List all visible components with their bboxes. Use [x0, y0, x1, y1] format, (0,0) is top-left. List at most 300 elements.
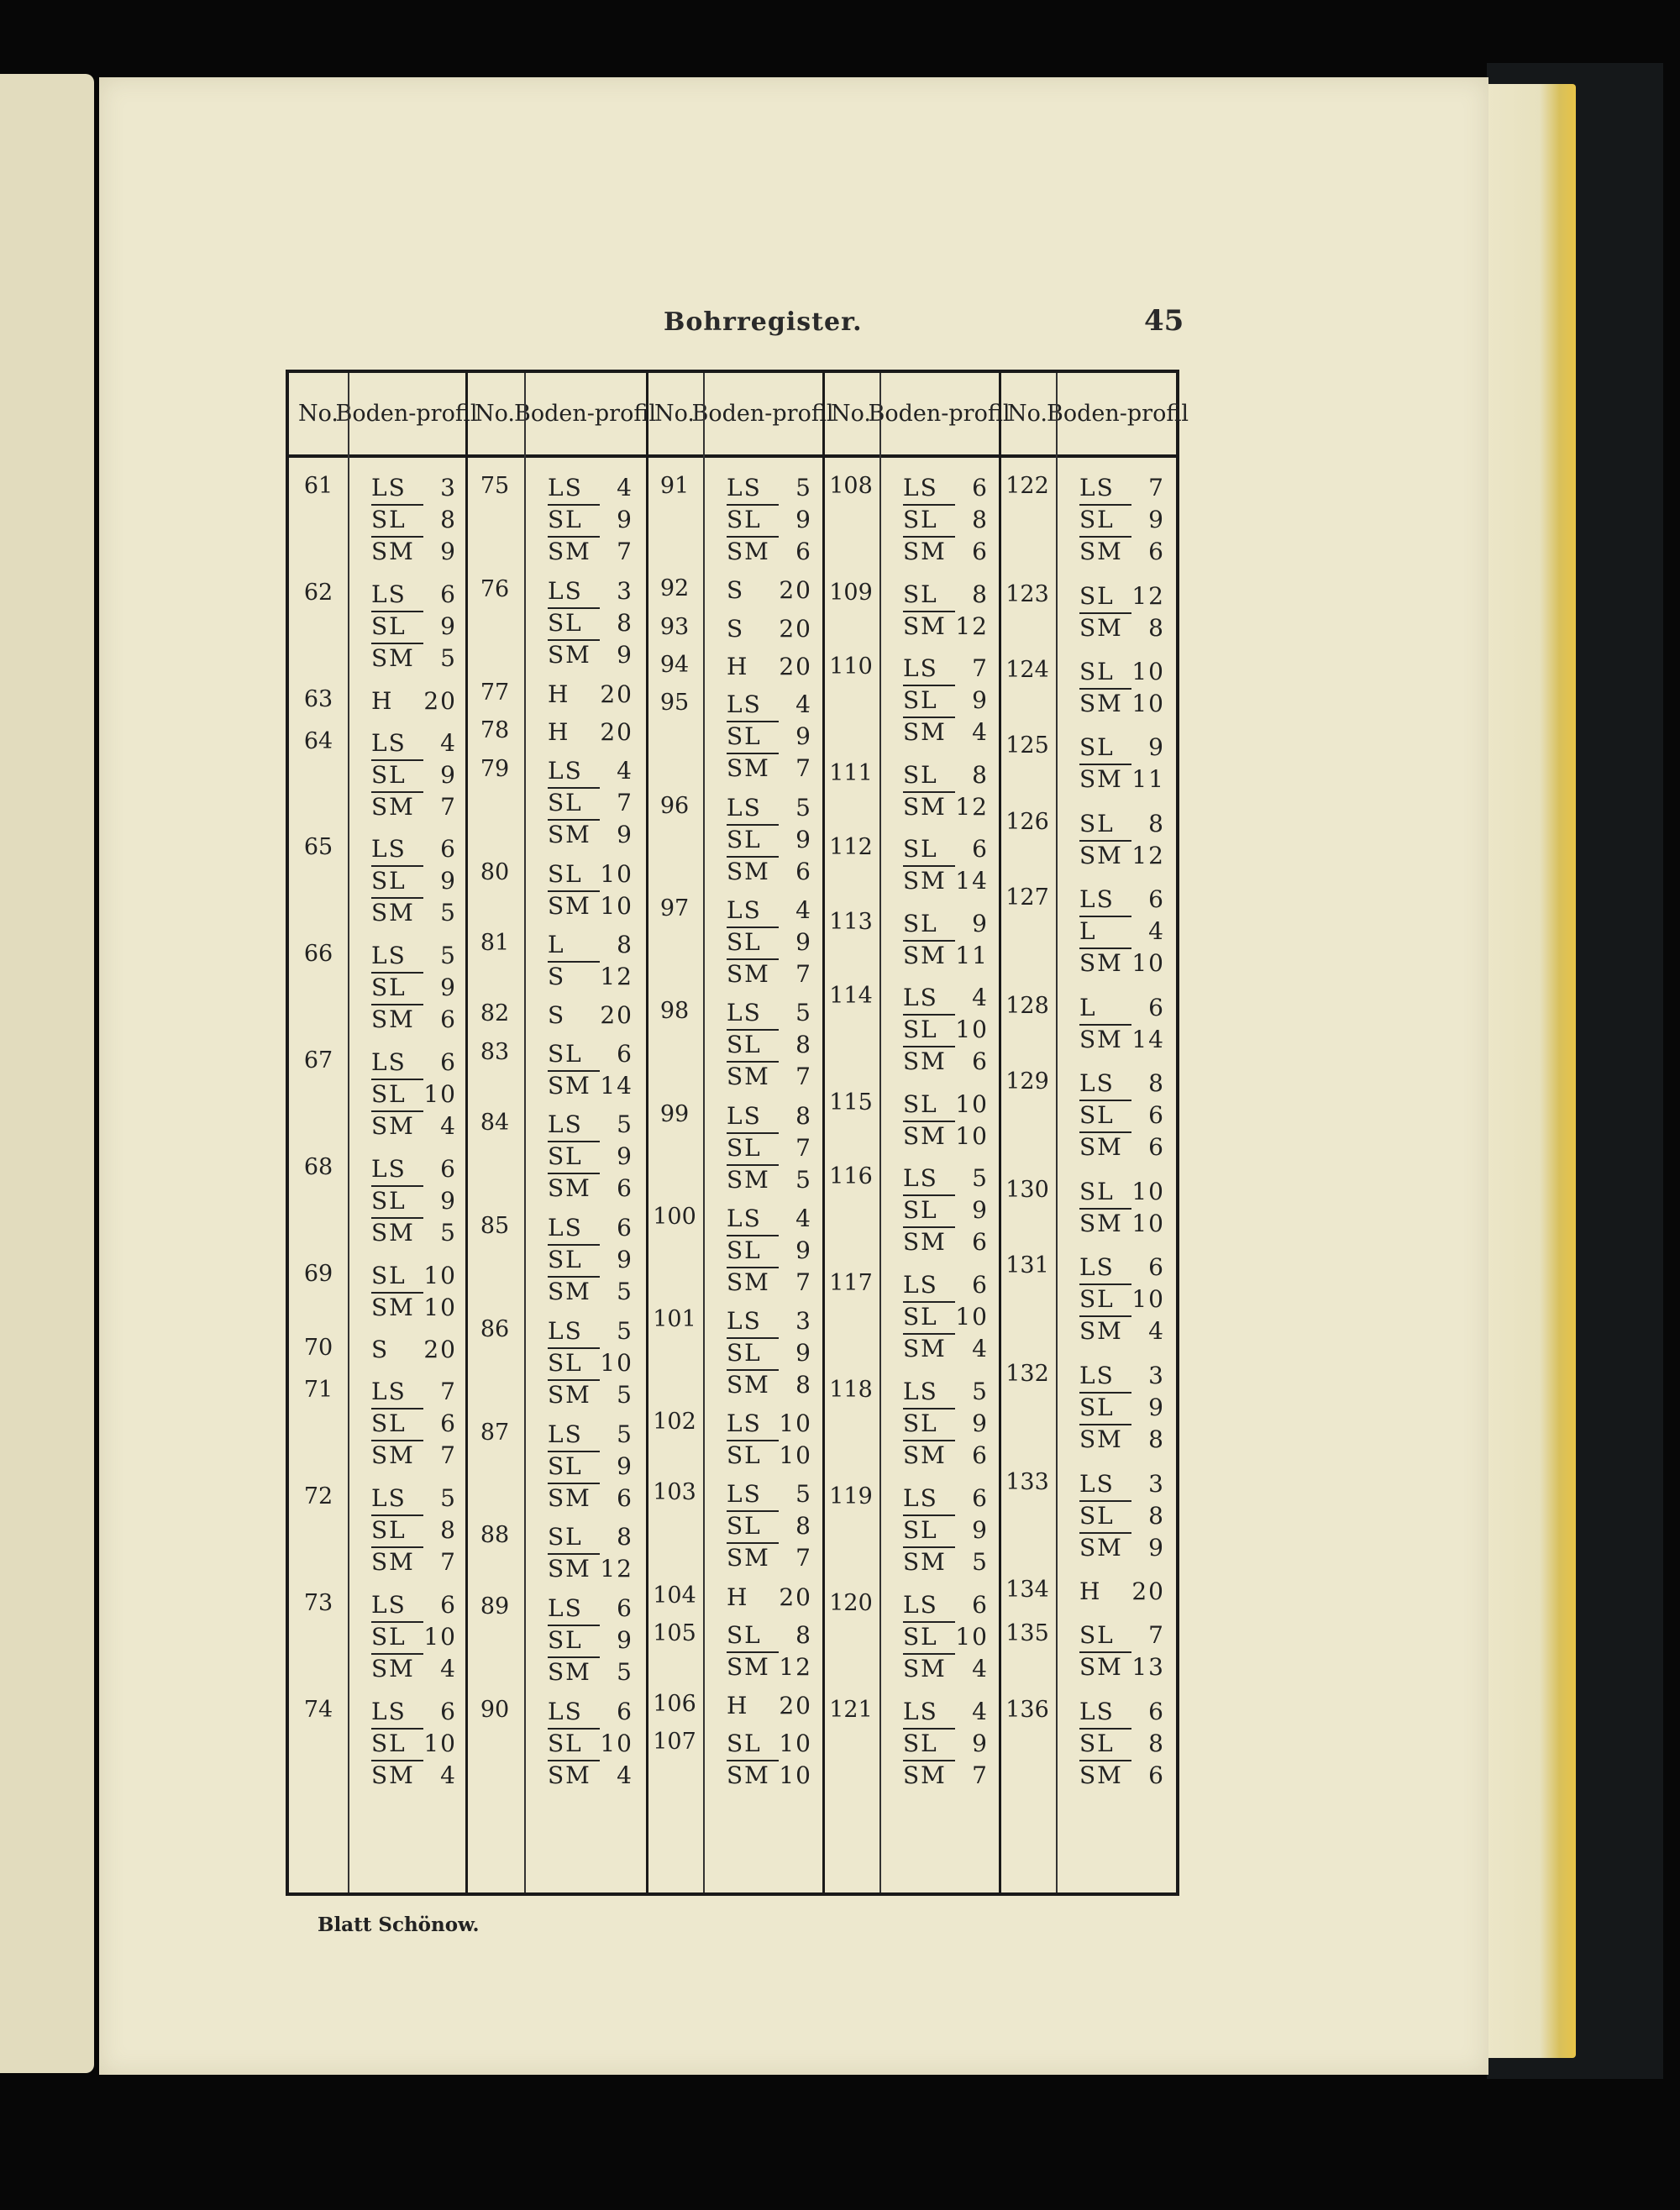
soil-profile — [727, 689, 816, 785]
soil-profile — [371, 1047, 459, 1142]
soil-layer — [371, 1408, 459, 1440]
soil-layer — [903, 504, 992, 536]
soil-layer — [548, 755, 639, 787]
layer-depth: 7 — [795, 1063, 812, 1091]
soil-code: SM — [727, 856, 779, 886]
soil-code: SM — [371, 1546, 423, 1577]
layer-depth: 10 — [955, 1121, 989, 1150]
layer-depth: 9 — [617, 821, 633, 849]
soil-code: SM — [903, 536, 955, 566]
soil-profile — [548, 1419, 639, 1514]
layer-depth: 4 — [972, 984, 989, 1012]
soil-code: SL — [903, 685, 955, 715]
soil-code: SM — [371, 1440, 423, 1470]
bore-number: 129 — [1005, 1068, 1049, 1095]
soil-layer — [903, 1696, 992, 1728]
soil-profile — [1079, 732, 1173, 795]
soil-code: SM — [903, 1046, 955, 1076]
layer-depth: 9 — [972, 909, 989, 937]
soil-profile — [1079, 1068, 1173, 1163]
soil-code: L — [1079, 993, 1097, 1021]
soil-code: SL — [903, 761, 938, 790]
layer-depth: 6 — [972, 474, 989, 501]
soil-profile — [371, 727, 459, 823]
soil-layer — [903, 908, 992, 940]
soil-code: SM — [903, 717, 955, 747]
layer-depth: 5 — [617, 1657, 633, 1686]
layer-depth: 4 — [972, 1335, 989, 1363]
layer-depth: 20 — [600, 718, 633, 747]
soil-code: SL — [727, 1730, 762, 1757]
soil-code: SM — [1079, 536, 1131, 566]
layer-depth: 9 — [795, 506, 812, 533]
soil-code: LS — [548, 1316, 583, 1345]
soil-code: SL — [1079, 1621, 1115, 1650]
layer-depth: 6 — [440, 835, 457, 864]
bore-number: 120 — [829, 1589, 873, 1616]
soil-layer — [371, 791, 459, 823]
soil-layer — [548, 1760, 639, 1792]
soil-layer — [727, 504, 816, 536]
number-column-divider — [879, 373, 881, 1892]
bore-number: 131 — [1005, 1252, 1049, 1279]
soil-layer — [903, 536, 992, 568]
soil-code: SL — [548, 1141, 600, 1171]
layer-depth: 6 — [440, 1005, 457, 1034]
soil-code: LS — [371, 942, 407, 970]
layer-depth: 8 — [1148, 613, 1165, 642]
bore-number: 63 — [303, 685, 333, 712]
soil-code: LS — [727, 793, 762, 822]
soil-layer — [727, 1203, 816, 1235]
layer-depth: 6 — [1148, 993, 1165, 1021]
layer-depth: 5 — [795, 793, 812, 822]
soil-code: LS — [727, 1409, 762, 1438]
soil-code: LS — [903, 1590, 938, 1619]
soil-code: SL — [727, 1440, 779, 1470]
soil-layer — [903, 1121, 992, 1152]
layer-depth: 4 — [440, 1761, 457, 1789]
soil-layer — [903, 579, 992, 611]
header-line: Boden- — [868, 400, 949, 427]
soil-profile — [548, 1038, 639, 1102]
soil-code: S — [371, 1336, 390, 1364]
soil-code: SL — [727, 1235, 779, 1265]
soil-profile — [727, 1728, 816, 1792]
layer-depth: 4 — [440, 1112, 457, 1141]
soil-code: SL — [548, 607, 600, 638]
soil-profile — [1079, 1176, 1173, 1240]
soil-code: SL — [1079, 504, 1131, 534]
soil-layer — [727, 1337, 816, 1369]
bore-number: 76 — [480, 575, 510, 602]
soil-layer — [548, 1141, 639, 1173]
soil-code: LS — [903, 654, 938, 683]
soil-code: H — [727, 1691, 749, 1719]
bore-number: 92 — [659, 575, 690, 602]
soil-layer — [727, 536, 816, 568]
layer-depth: 7 — [795, 959, 812, 988]
soil-layer — [371, 1185, 459, 1217]
soil-code: LS — [548, 1420, 583, 1448]
soil-layer — [548, 472, 639, 504]
soil-layer — [903, 1589, 992, 1621]
layer-depth: 10 — [955, 1622, 989, 1651]
soil-code: SL — [1079, 733, 1115, 762]
soil-code: SM — [1079, 1532, 1131, 1562]
layer-depth: 11 — [1131, 765, 1165, 794]
soil-layer — [1079, 1576, 1173, 1608]
bore-number: 77 — [480, 679, 510, 706]
layer-depth: 8 — [440, 1515, 457, 1544]
soil-layer — [903, 1089, 992, 1121]
soil-code: SM — [903, 1226, 955, 1257]
soil-code: H — [727, 652, 749, 680]
soil-layer — [371, 611, 459, 643]
soil-layer — [1079, 656, 1173, 688]
soil-code: LS — [548, 757, 583, 785]
soil-code: SM — [903, 1653, 955, 1683]
layer-depth: 9 — [1148, 733, 1165, 762]
column-header-bodenprofil — [691, 373, 834, 454]
soil-layer — [727, 721, 816, 753]
page-stack-edge — [1485, 84, 1576, 2058]
soil-code: LS — [727, 1307, 762, 1336]
soil-code: SL — [727, 1337, 779, 1367]
soil-layer — [903, 1514, 992, 1546]
soil-layer — [371, 1621, 459, 1653]
soil-code: SL — [727, 927, 779, 957]
layer-depth: 4 — [617, 1761, 633, 1789]
layer-depth: 5 — [972, 1377, 989, 1405]
layer-depth: 7 — [440, 792, 457, 821]
layer-depth: 8 — [795, 1031, 812, 1059]
layer-depth: 8 — [795, 1512, 812, 1541]
soil-profile — [727, 1203, 816, 1299]
soil-code: SL — [371, 865, 423, 895]
layer-depth: 7 — [795, 754, 812, 783]
soil-layer — [903, 611, 992, 643]
soil-code: SL — [727, 1510, 779, 1541]
soil-layer — [548, 1553, 639, 1585]
layer-depth: 5 — [440, 899, 457, 927]
layer-depth: 7 — [440, 1547, 457, 1576]
layer-depth: 3 — [1148, 1469, 1165, 1498]
soil-layer — [727, 856, 816, 888]
number-column-divider — [1056, 373, 1058, 1892]
layer-depth: 3 — [617, 576, 633, 605]
soil-layer — [1079, 1252, 1173, 1283]
soil-layer — [548, 929, 639, 961]
layer-depth: 6 — [617, 1214, 633, 1242]
layer-depth: 9 — [440, 612, 457, 640]
bore-number: 102 — [653, 1409, 696, 1436]
soil-code: SM — [548, 1483, 600, 1513]
bore-number: 93 — [659, 613, 690, 640]
soil-layer — [1079, 884, 1173, 916]
soil-code: SL — [371, 759, 423, 790]
layer-depth: 7 — [617, 789, 633, 817]
soil-code: SL — [548, 1451, 600, 1481]
layer-depth: 10 — [779, 1441, 812, 1470]
soil-code: SM — [548, 639, 600, 669]
soil-layer — [1079, 1500, 1173, 1532]
layer-depth: 10 — [1131, 658, 1165, 686]
layer-depth: 7 — [440, 1441, 457, 1469]
layer-depth: 8 — [972, 506, 989, 533]
layer-depth: 3 — [1148, 1361, 1165, 1389]
soil-layer — [548, 1109, 639, 1141]
layer-depth: 10 — [955, 1089, 989, 1118]
soil-code: SM — [548, 819, 600, 849]
soil-profile — [903, 1163, 992, 1258]
header-rule — [289, 454, 1176, 458]
layer-depth: 10 — [600, 859, 633, 888]
soil-layer — [727, 1061, 816, 1093]
layer-depth: 6 — [972, 1047, 989, 1076]
bore-number: 115 — [829, 1089, 873, 1115]
layer-depth: 20 — [779, 614, 812, 643]
layer-depth: 10 — [600, 891, 633, 920]
layer-depth: 5 — [440, 1218, 457, 1247]
soil-code: S — [727, 576, 745, 605]
soil-layer — [548, 504, 639, 536]
soil-layer — [548, 961, 639, 993]
layer-depth: 20 — [423, 1336, 457, 1364]
soil-layer — [727, 1164, 816, 1196]
soil-layer — [727, 895, 816, 927]
soil-code: SM — [371, 1110, 423, 1141]
soil-code: LS — [903, 1164, 938, 1193]
soil-profile — [727, 1619, 816, 1683]
soil-code: SM — [727, 1651, 779, 1682]
soil-profile — [727, 1478, 816, 1574]
soil-code: SM — [727, 1760, 779, 1790]
soil-layer — [371, 1514, 459, 1546]
running-head: Bohrregister. — [664, 307, 863, 337]
layer-depth: 5 — [617, 1380, 633, 1409]
soil-layer — [548, 1315, 639, 1347]
layer-depth: 7 — [617, 538, 633, 565]
soil-profile — [371, 1483, 459, 1578]
bore-number: 125 — [1005, 732, 1049, 759]
layer-depth: 4 — [795, 895, 812, 924]
soil-code: SL — [371, 1408, 423, 1438]
layer-depth: 6 — [1148, 1253, 1165, 1282]
soil-code: LS — [903, 1271, 938, 1299]
soil-layer — [1079, 1392, 1173, 1424]
layer-depth: 9 — [440, 974, 457, 1002]
soil-profile — [371, 472, 459, 568]
soil-layer — [727, 792, 816, 824]
layer-depth: 4 — [440, 728, 457, 757]
layer-depth: 20 — [779, 1583, 812, 1611]
soil-code: SM — [1079, 948, 1131, 978]
soil-profile — [727, 1690, 816, 1722]
soil-code: SL — [371, 972, 423, 1002]
soil-profile — [727, 792, 816, 888]
soil-layer — [727, 1267, 816, 1299]
soil-profile — [903, 1696, 992, 1792]
soil-code: SL — [903, 1514, 955, 1545]
layer-depth: 9 — [617, 640, 633, 669]
soil-code: SM — [727, 958, 779, 989]
soil-profile — [1079, 472, 1173, 568]
layer-depth: 4 — [795, 1204, 812, 1232]
soil-layer — [1079, 1131, 1173, 1163]
layer-depth: 10 — [423, 1080, 457, 1109]
soil-profile — [371, 1376, 459, 1472]
soil-code: LS — [903, 1377, 938, 1405]
soil-layer — [903, 653, 992, 685]
soil-layer — [548, 536, 639, 568]
layer-depth: 10 — [600, 1348, 633, 1377]
layer-depth: 7 — [972, 1761, 989, 1789]
layer-depth: 9 — [1148, 506, 1165, 533]
layer-depth: 7 — [795, 1268, 812, 1296]
soil-layer — [1079, 536, 1173, 568]
soil-layer — [371, 579, 459, 611]
layer-depth: 8 — [1148, 1501, 1165, 1530]
bore-number: 80 — [480, 858, 510, 885]
soil-code: SL — [548, 1347, 600, 1378]
bore-number: 109 — [829, 579, 873, 606]
soil-profile — [727, 651, 816, 683]
soil-layer — [371, 1546, 459, 1578]
layer-depth: 5 — [617, 1278, 633, 1306]
bore-number: 84 — [480, 1110, 510, 1136]
soil-profile — [1079, 808, 1173, 872]
header-line: Boden- — [514, 400, 595, 427]
column-header-bodenprofil — [335, 373, 478, 454]
soil-layer — [548, 1212, 639, 1244]
soil-code: H — [727, 1583, 749, 1611]
soil-code: LS — [548, 474, 583, 501]
layer-depth: 9 — [795, 825, 812, 853]
facing-page-edge — [0, 74, 94, 2073]
soil-layer — [1079, 688, 1173, 720]
soil-layer — [371, 1760, 459, 1792]
soil-profile — [1079, 580, 1173, 644]
soil-code: SM — [1079, 1131, 1131, 1162]
soil-profile — [548, 717, 639, 748]
soil-code: LS — [548, 576, 583, 605]
soil-layer — [1079, 1024, 1173, 1056]
layer-depth: 12 — [600, 963, 633, 991]
soil-layer — [903, 940, 992, 972]
bore-number: 98 — [659, 998, 690, 1025]
soil-code: SL — [1079, 1500, 1131, 1530]
bore-number: 79 — [480, 756, 510, 783]
soil-code: SM — [1079, 1651, 1131, 1682]
soil-code: LS — [1079, 1069, 1115, 1097]
soil-layer — [371, 504, 459, 536]
soil-layer — [371, 1217, 459, 1249]
column-header-no: No. — [654, 400, 695, 427]
soil-code: SL — [371, 1079, 423, 1109]
soil-code: SL — [903, 909, 938, 937]
layer-depth: 6 — [617, 1174, 633, 1203]
soil-code: SM — [548, 1379, 600, 1409]
soil-layer — [1079, 1728, 1173, 1760]
soil-layer — [903, 1440, 992, 1472]
soil-profile — [727, 997, 816, 1093]
soil-code: H — [1079, 1577, 1102, 1606]
layer-depth: 8 — [1148, 1425, 1165, 1453]
soil-profile — [371, 1696, 459, 1792]
bore-number: 130 — [1005, 1176, 1049, 1203]
bore-number: 96 — [659, 792, 690, 819]
soil-layer — [903, 865, 992, 897]
soil-layer — [727, 1728, 816, 1760]
soil-profile — [548, 1109, 639, 1205]
layer-depth: 8 — [1148, 1729, 1165, 1757]
bore-number: 65 — [303, 834, 333, 861]
soil-layer — [727, 1690, 816, 1722]
soil-code: SL — [727, 504, 779, 534]
soil-profile — [1079, 1619, 1173, 1683]
layer-depth: 5 — [617, 1110, 633, 1139]
layer-depth: 9 — [795, 1339, 812, 1367]
soil-code: SL — [371, 504, 423, 534]
layer-depth: 9 — [440, 760, 457, 789]
bore-number: 88 — [480, 1522, 510, 1549]
layer-depth: 14 — [955, 867, 989, 895]
soil-layer — [727, 1408, 816, 1440]
layer-depth: 9 — [617, 1142, 633, 1171]
soil-layer — [548, 1696, 639, 1728]
column-header-no: No. — [298, 400, 339, 427]
soil-code: SM — [371, 1004, 423, 1034]
soil-code: SM — [1079, 1760, 1131, 1790]
bore-number: 123 — [1005, 580, 1049, 607]
soil-layer — [727, 472, 816, 504]
layer-depth: 6 — [617, 1040, 633, 1068]
soil-code: SL — [1079, 1728, 1131, 1758]
soil-layer — [727, 958, 816, 990]
soil-layer — [548, 1593, 639, 1625]
soil-code: SL — [371, 1261, 407, 1289]
soil-code: SM — [371, 791, 423, 822]
soil-code: SL — [903, 835, 938, 864]
soil-layer — [371, 940, 459, 972]
layer-depth: 6 — [1148, 1101, 1165, 1129]
soil-code: SM — [548, 1553, 600, 1583]
layer-depth: 8 — [795, 1101, 812, 1130]
soil-layer — [727, 1305, 816, 1337]
bore-number: 106 — [653, 1690, 696, 1717]
soil-code: SL — [727, 824, 779, 854]
layer-depth: 6 — [440, 1590, 457, 1619]
soil-code: LS — [371, 1154, 407, 1183]
soil-profile — [548, 1000, 639, 1032]
soil-profile — [548, 755, 639, 851]
soil-profile — [1079, 1696, 1173, 1792]
layer-depth: 7 — [1148, 1621, 1165, 1650]
layer-depth: 8 — [617, 1523, 633, 1551]
soil-layer — [371, 472, 459, 504]
layer-depth: 10 — [423, 1729, 457, 1757]
soil-layer — [727, 1100, 816, 1132]
soil-layer — [548, 717, 639, 748]
layer-depth: 5 — [795, 474, 812, 501]
soil-code: SM — [1079, 1208, 1131, 1238]
soil-profile — [903, 1589, 992, 1685]
bore-number: 119 — [829, 1483, 873, 1509]
soil-code: SL — [548, 504, 600, 534]
soil-code: LS — [371, 1590, 407, 1619]
bore-number: 74 — [303, 1696, 333, 1723]
